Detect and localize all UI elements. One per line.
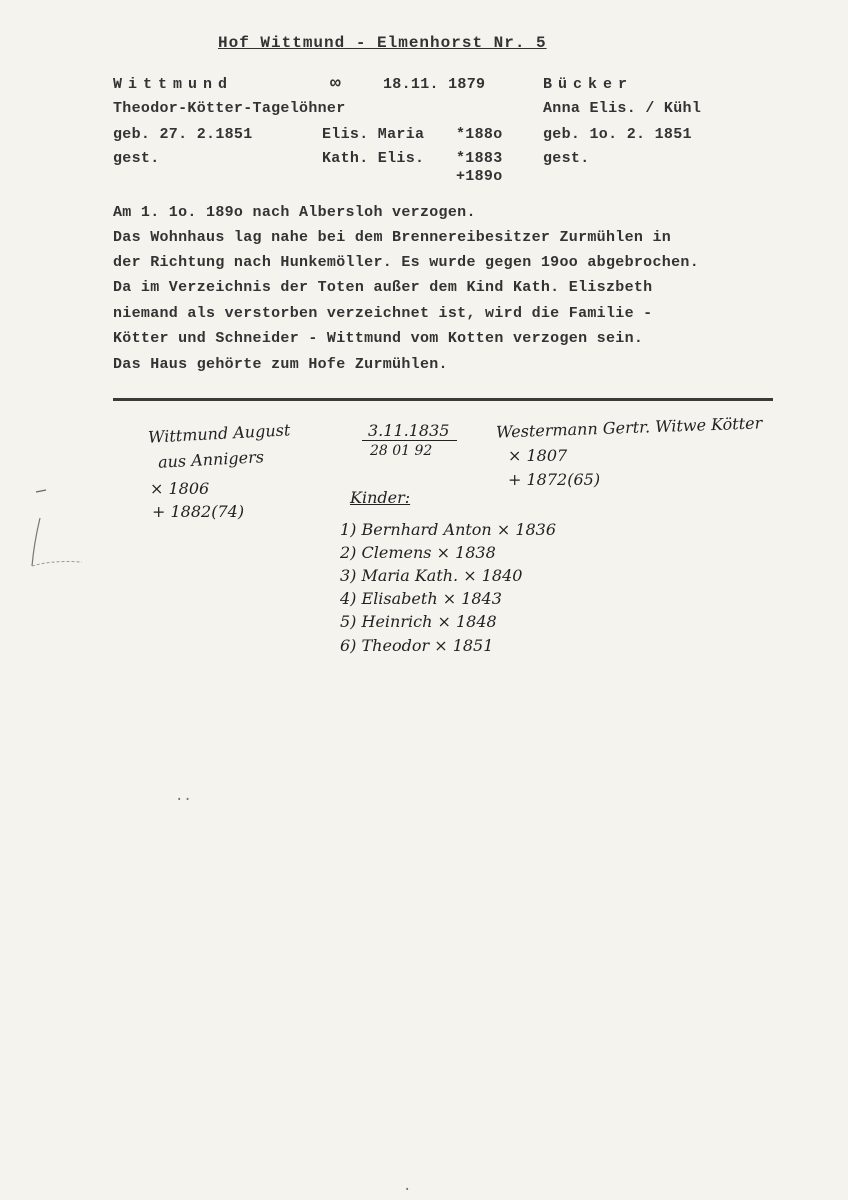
hw-wife-name: Westermann Gertr. Witwe Kötter bbox=[495, 413, 763, 442]
wife-surname: Bücker bbox=[543, 76, 634, 93]
hw-husband-death: + 1882(74) bbox=[152, 502, 245, 521]
child-2-name: Kath. Elis. bbox=[322, 150, 425, 167]
body-line-2: Das Wohnhaus lag nahe bei dem Brennereibesitzer Zurmühlen in bbox=[113, 229, 672, 246]
wife-death: gest. bbox=[543, 150, 590, 167]
marriage-date: 18.11. 1879 bbox=[383, 76, 486, 93]
body-line-3: der Richtung nach Hunkemöller. Es wurde gegen 19oo abgebrochen. bbox=[113, 254, 699, 271]
hw-wife-death: + 1872(65) bbox=[508, 470, 601, 489]
hw-husband-name: Wittmund August bbox=[147, 420, 291, 447]
margin-pencil-marks bbox=[18, 480, 88, 580]
hw-child-6: 6) Theodor × 1851 bbox=[340, 636, 494, 655]
hw-marriage-date: 3.11.1835 bbox=[368, 421, 450, 440]
divider-line bbox=[113, 398, 773, 401]
wife-birth: geb. 1o. 2. 1851 bbox=[543, 126, 692, 143]
hw-child-5: 5) Heinrich × 1848 bbox=[340, 612, 497, 631]
wife-name: Anna Elis. / Kühl bbox=[543, 100, 702, 117]
body-line-4: Da im Verzeichnis der Toten außer dem Kind Kath. Eliszbeth bbox=[113, 279, 653, 296]
hw-underline bbox=[362, 440, 457, 441]
hw-child-3: 3) Maria Kath. × 1840 bbox=[340, 566, 523, 585]
hw-wife-birth: × 1807 bbox=[508, 446, 568, 465]
husband-birth: geb. 27. 2.1851 bbox=[113, 126, 253, 143]
hw-marriage-ref: 28 01 92 bbox=[370, 443, 433, 459]
child-2-dates: *1883 bbox=[456, 150, 503, 167]
hw-child-4: 4) Elisabeth × 1843 bbox=[340, 589, 502, 608]
scan-speck-bottom: · bbox=[403, 1182, 412, 1198]
scan-speck: ·· bbox=[175, 792, 192, 808]
child-1-dates: *188o bbox=[456, 126, 503, 143]
child-1-name: Elis. Maria bbox=[322, 126, 425, 143]
body-line-6: Kötter und Schneider - Wittmund vom Kotten verzogen sein. bbox=[113, 330, 644, 347]
child-2-death: +189o bbox=[456, 168, 503, 185]
husband-name-occupation: Theodor-Kötter-Tagelöhner bbox=[113, 100, 346, 117]
body-line-5: niemand als verstorben verzeichnet ist, wird die Familie - bbox=[113, 305, 653, 322]
body-line-7: Das Haus gehörte zum Hofe Zurmühlen. bbox=[113, 356, 448, 373]
husband-death: gest. bbox=[113, 150, 160, 167]
body-line-1: Am 1. 1o. 189o nach Albersloh verzogen. bbox=[113, 204, 476, 221]
marriage-symbol: ∞ bbox=[330, 74, 342, 94]
hw-husband-origin: aus Annigers bbox=[157, 447, 265, 472]
hw-child-1: 1) Bernhard Anton × 1836 bbox=[340, 520, 557, 539]
husband-surname: Wittmund bbox=[113, 76, 234, 93]
hw-child-2: 2) Clemens × 1838 bbox=[340, 543, 496, 562]
page-title: Hof Wittmund - Elmenhorst Nr. 5 bbox=[218, 34, 547, 52]
hw-husband-birth: × 1806 bbox=[150, 479, 210, 498]
hw-kinder-label: Kinder: bbox=[350, 488, 411, 507]
